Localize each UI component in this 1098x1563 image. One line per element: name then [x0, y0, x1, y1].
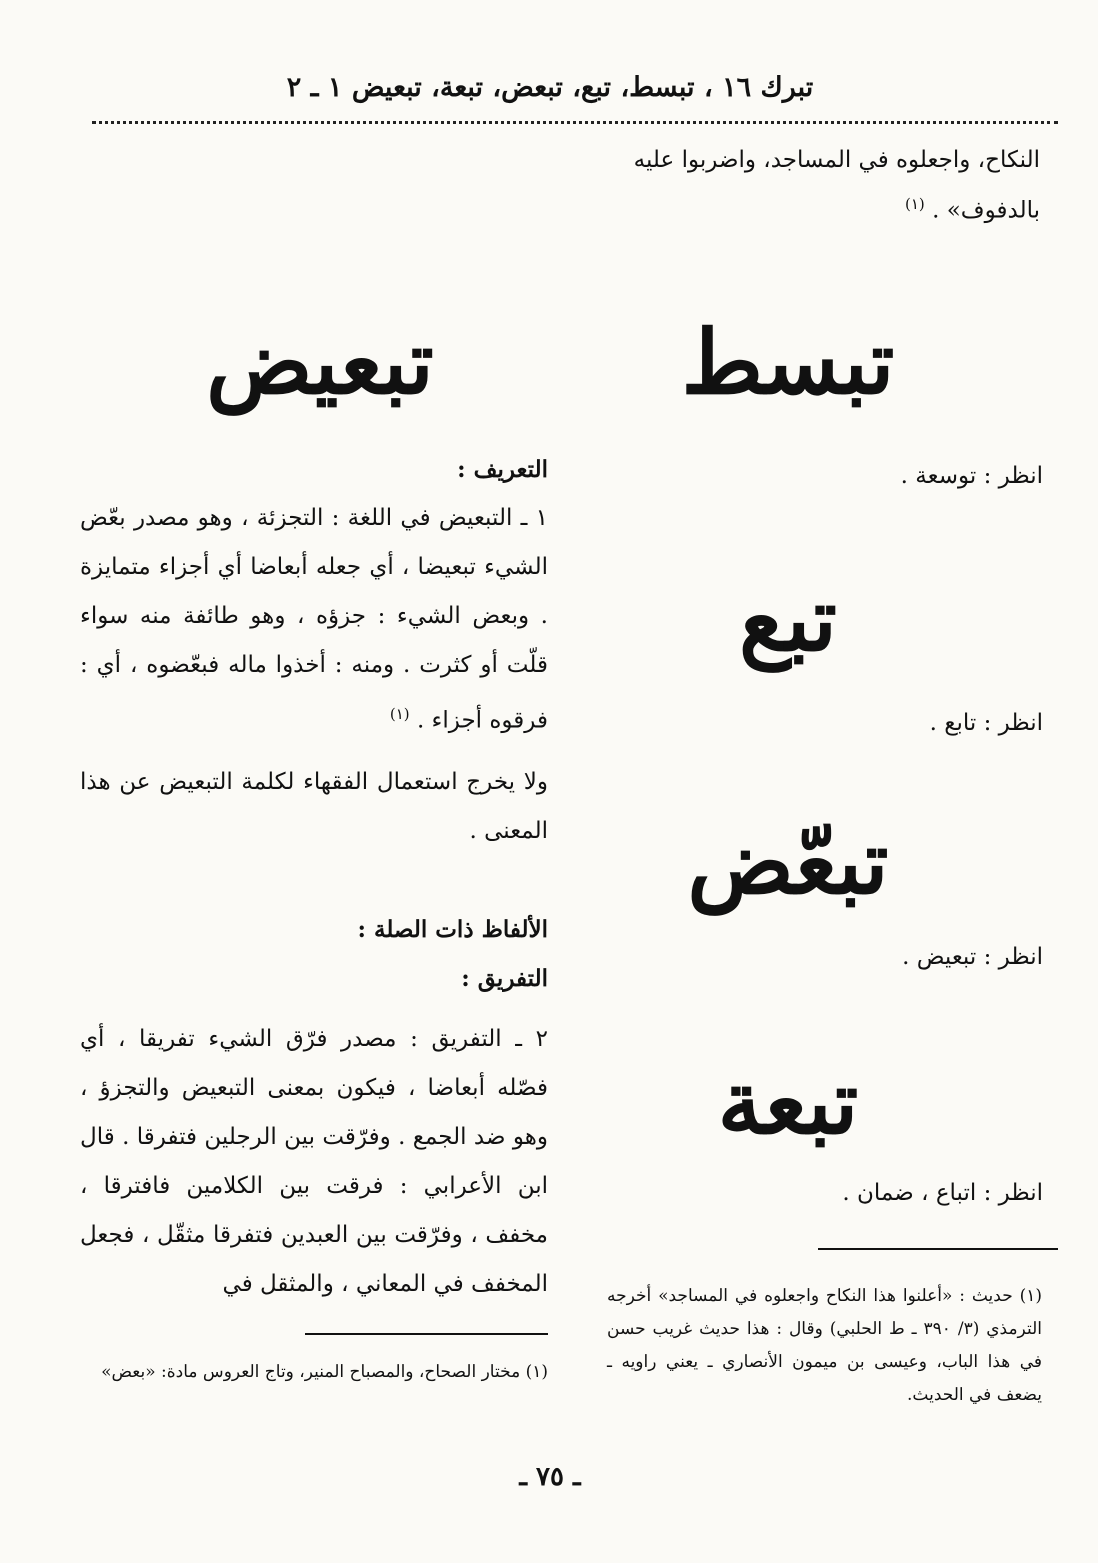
entry-see-tabassut: انظر : توسعة .: [900, 463, 1043, 489]
right-footnote: (١) حديث : «أعلنوا هذا النكاح واجعلوه في المساجد» أخرجه الترمذي (٣/ ٣٩٠ ـ ط الحلبي) وقال : هذا حديث غريب حسن في هذا الباب، وعيسى بن ميمون الأنصاري ـ يعني راويه ـ يضعف في الحديث.: [607, 1286, 1042, 1405]
definition-heading: التعريف :: [457, 456, 548, 483]
entry-title-tabia: تبعة: [717, 1050, 859, 1154]
intro-line-1: النكاح، واجعلوه في المساجد، واضربوا عليه: [633, 147, 1040, 173]
definition-section: [80, 445, 548, 856]
left-footnote-rule: [305, 1333, 548, 1335]
definition-paragraph-text: ١ ـ التبعيض في اللغة : التجزئة ، وهو مصدر بعّض الشيء تبعيضا ، أي جعله أبعاضا أي أجزاء متمايزة . وبعض الشيء : جزؤه ، وهو طائفة منه سواء قلّت أو كثرت . ومنه : أخذوا ماله فبعّضوه ، أي : فرقوه أجزاء .: [80, 505, 548, 734]
intro-line-2-text: بالدفوف» .: [932, 197, 1040, 224]
entry-see-taba: انظر : تابع .: [929, 710, 1043, 736]
definition-footnote-ref: (١): [389, 705, 410, 723]
right-footnote-rule: [818, 1248, 1058, 1250]
entry-title-tabassut: تبسط: [681, 310, 895, 414]
definition-paragraph: [80, 494, 548, 746]
entry-title-tabaud: تبعّض: [687, 810, 889, 914]
tafriq-paragraph: ٢ ـ التفريق : مصدر فرّق الشيء تفريقا ، أي فصّله أبعاضا ، فيكون بمعنى التبعيض والتجزؤ ، وهو ضد الجمع . وفرّقت بين الرجلين فتفرقا . قال ابن الأعرابي : فرقت بين الكلامين فافترقا ، مخفف ، وفرّقت بين العبدين فتفرقا مثقّل ، فجعل المخفف في المعاني ، والمثقل في: [80, 1026, 548, 1297]
page-number: ـ ٧٥ ـ: [519, 1462, 581, 1492]
entry-title-taba: تبع: [739, 567, 837, 671]
usage-paragraph: ولا يخرج استعمال الفقهاء لكلمة التبعيض عن هذا المعنى .: [80, 768, 548, 844]
related-terms-section: [80, 905, 548, 1309]
entry-see-tabia: انظر : اتباع ، ضمان .: [842, 1180, 1043, 1206]
tafriq-heading: التفريق :: [461, 965, 548, 992]
related-terms-heading: الألفاظ ذات الصلة :: [357, 916, 548, 943]
left-footnote: (١) مختار الصحاح، والمصباح المنير، وتاج العروس مادة: «بعض»: [101, 1362, 548, 1382]
intro-line-2: [520, 182, 1040, 233]
entry-see-tabaud: انظر : تبعيض .: [902, 944, 1043, 970]
page-header: تبرك ١٦ ، تبسط، تبع، تبعض، تبعة، تبعيض ١ ـ ٢: [286, 72, 814, 103]
intro-footnote-ref: (١): [905, 195, 925, 213]
header-divider: [92, 121, 1058, 124]
intro-continuation: [520, 138, 1040, 233]
entry-title-tabid: تبعيض: [206, 310, 434, 414]
